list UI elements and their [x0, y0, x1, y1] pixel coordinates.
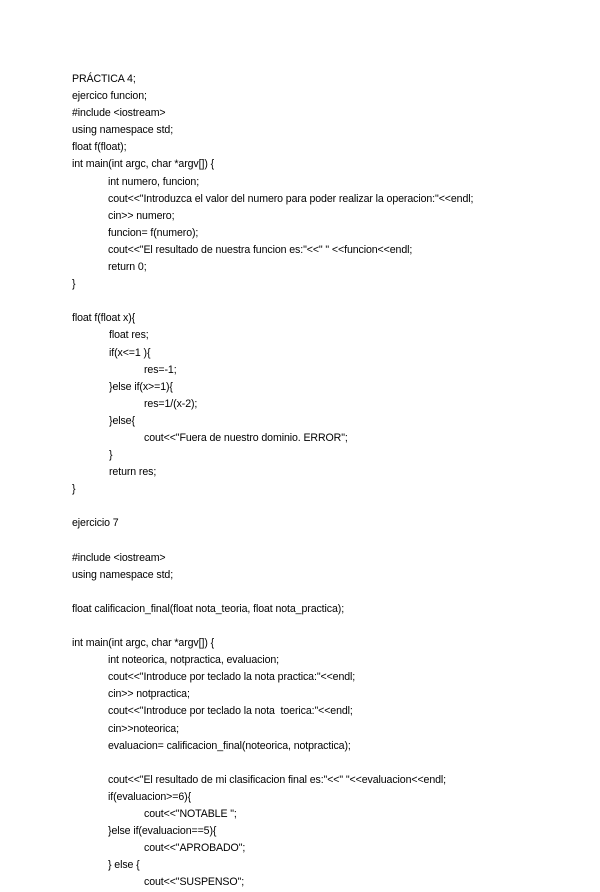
code-line: int main(int argc, char *argv[]) { [72, 158, 215, 171]
code-line: return res; [109, 466, 157, 479]
code-line: #include <iostream> [72, 551, 166, 564]
code-line: cout<<"NOTABLE "; [144, 808, 237, 821]
code-line: cout<<"El resultado de mi clasificacion final es:"<<" "<<evaluacion<<endl; [108, 773, 447, 786]
code-line: cout<<"Introduce por teclado la nota practica:"<<endl; [108, 671, 356, 684]
code-line: int numero, funcion; [108, 175, 200, 188]
code-line: } [72, 278, 76, 291]
code-line: }else if(x>=1){ [109, 380, 173, 393]
code-line: float f(float); [72, 141, 127, 154]
blank-line [72, 498, 582, 515]
code-line: res=1/(x-2); [144, 397, 198, 410]
code-line: if(evaluacion>=6){ [108, 790, 192, 803]
blank-line [72, 618, 582, 635]
code-line: cin>> notpractica; [108, 688, 190, 701]
code-line: return 0; [108, 261, 147, 274]
exercise-title: ejercico funcion; [72, 90, 147, 103]
blank-line [72, 755, 582, 772]
code-line: float res; [109, 329, 149, 342]
code-line: float f(float x){ [72, 312, 136, 325]
code-line: cout<<"SUSPENSO"; [144, 876, 245, 889]
code-line: using namespace std; [72, 568, 174, 581]
code-line: cout<<"Introduce por teclado la nota toerica:"<<endl; [108, 705, 353, 718]
code-listing [72, 71, 582, 892]
code-line: res=-1; [144, 363, 177, 376]
code-line: #include <iostream> [72, 107, 166, 120]
code-line: evaluacion= calificacion_final(noteorica, notpractica); [108, 739, 351, 752]
code-line: cout<<"El resultado de nuestra funcion es:"<<" " <<funcion<<endl; [108, 243, 413, 256]
blank-line [72, 293, 582, 310]
code-line: cin>>noteorica; [108, 722, 179, 735]
exercise-title: ejercicio 7 [72, 517, 119, 530]
code-line: }else{ [109, 414, 135, 427]
code-line: funcion= f(numero); [108, 226, 199, 239]
code-line: cout<<"APROBADO"; [144, 842, 246, 855]
practice-heading: PRÁCTICA 4; [72, 73, 136, 85]
code-line: cout<<"Fuera de nuestro dominio. ERROR"; [144, 431, 348, 444]
code-line: } [72, 483, 76, 496]
code-line: using namespace std; [72, 124, 174, 137]
blank-line [72, 533, 582, 550]
code-line: } [109, 449, 113, 462]
code-line: cin>> numero; [108, 209, 175, 222]
code-line: } else { [108, 859, 140, 872]
code-line: }else if(evaluacion==5){ [108, 825, 217, 838]
code-line: cout<<"Introduzca el valor del numero para poder realizar la operacion:"<<endl; [108, 192, 474, 205]
code-line: int noteorica, notpractica, evaluacion; [108, 654, 280, 667]
code-line: if(x<=1 ){ [109, 346, 151, 359]
blank-line [72, 584, 582, 601]
code-line: int main(int argc, char *argv[]) { [72, 637, 215, 650]
code-line: float calificacion_final(float nota_teoria, float nota_practica); [72, 602, 345, 615]
